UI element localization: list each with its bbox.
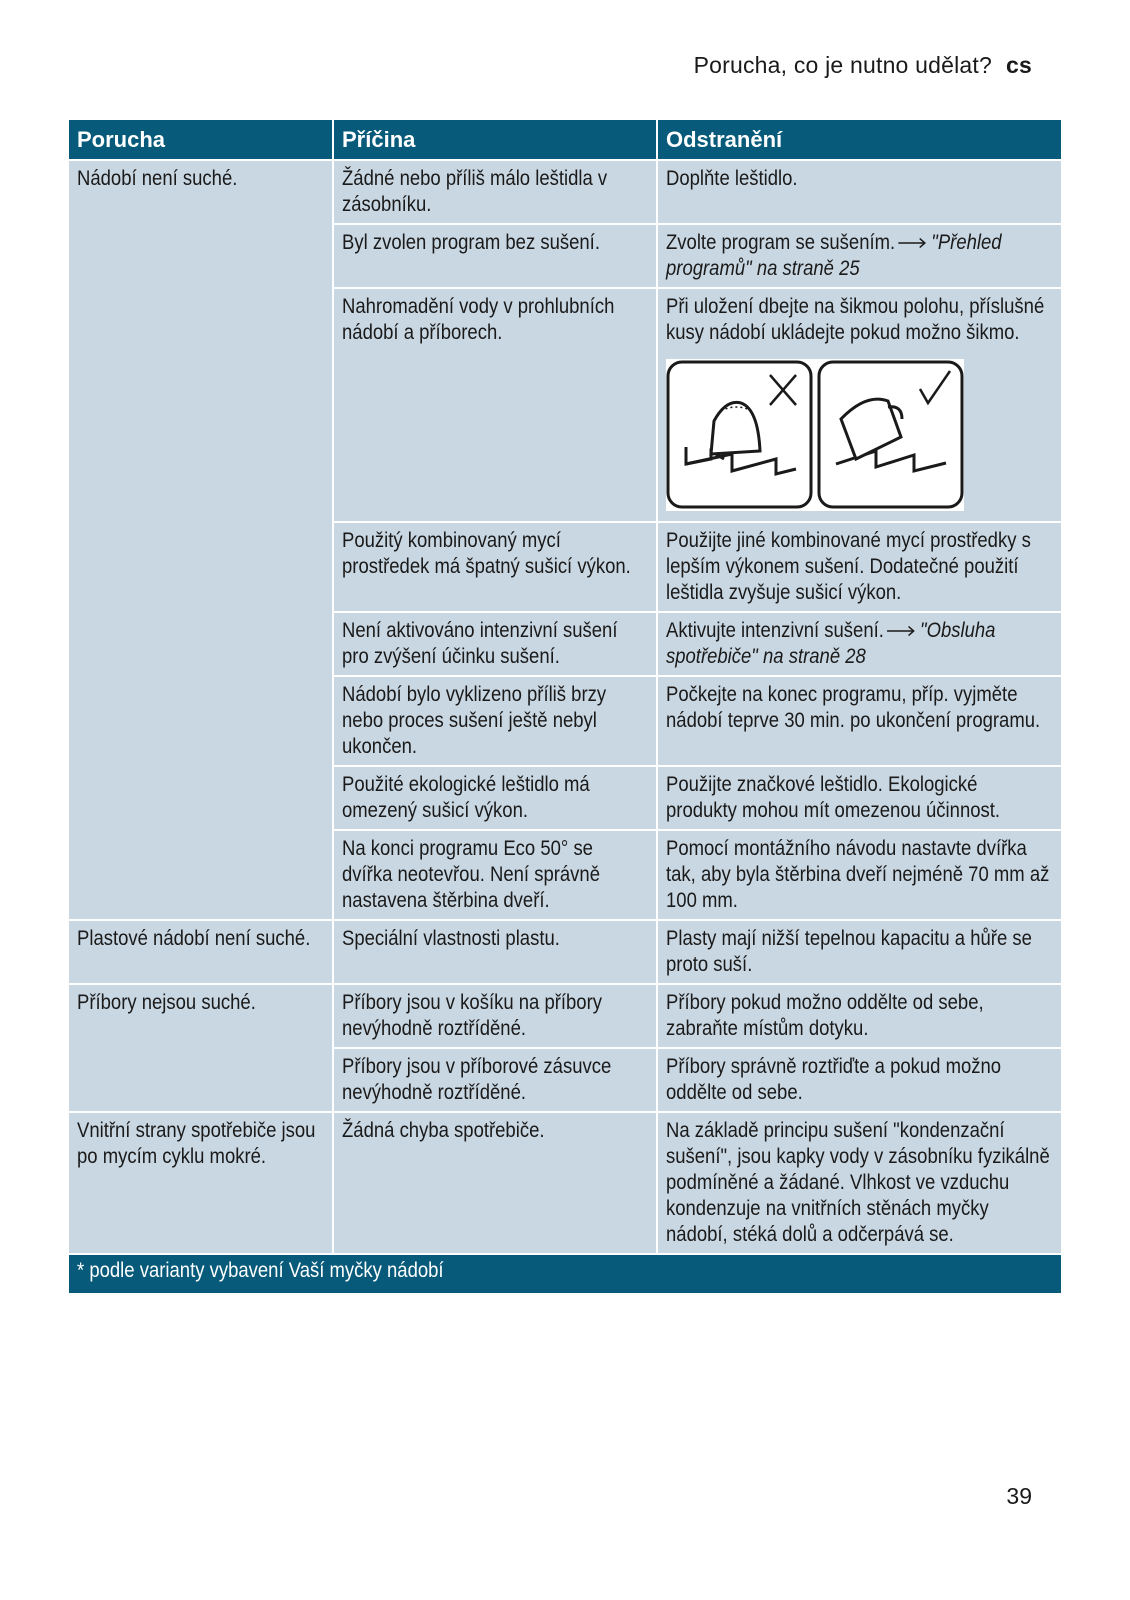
- language-code: cs: [1006, 52, 1032, 78]
- column-header-fault: Porucha: [69, 120, 333, 160]
- table-row: [69, 676, 1061, 766]
- fault-cell: [69, 1048, 333, 1112]
- page-reference-link[interactable]: "Obsluha spotřebiče" na straně 28: [666, 618, 996, 668]
- table-row: [69, 766, 1061, 830]
- table-row: [69, 288, 1061, 522]
- fault-cell: Plastové nádobí není suché.: [69, 920, 333, 984]
- cause-cell: Nahromadění vody v prohlubních nádobí a příborech.: [333, 288, 657, 522]
- cause-cell: Žádné nebo příliš málo leštidla v zásobníku.: [333, 160, 657, 224]
- table-row: [69, 160, 1061, 224]
- fix-text: Zvolte program se sušením.: [666, 230, 896, 254]
- correct-placement-panel: [819, 362, 962, 507]
- table-row: [69, 920, 1061, 984]
- fix-cell: Použijte jiné kombinované mycí prostředky s lepším výkonem sušení. Dodatečné použití leštidla zvyšuje sušicí výkon.: [657, 522, 1061, 612]
- fault-cell: [69, 522, 333, 612]
- fault-cell: [69, 612, 333, 676]
- cause-cell: Použité ekologické leštidlo má omezený sušicí výkon.: [333, 766, 657, 830]
- footnote: * podle varianty vybavení Vaší myčky nádobí: [69, 1254, 1061, 1293]
- fix-cell: Na základě principu sušení "kondenzační sušení", jsou kapky vody v zásobníku fyzikálně podmíněné a žádané. Vlhkost ve vzduchu kondenzuje na vnitřních stěnách myčky nádobí, stéká dolů a odčerpává se.: [657, 1112, 1061, 1254]
- page-reference-link[interactable]: "Přehled programů" na straně 25: [666, 230, 1002, 280]
- fix-cell: [657, 224, 1061, 288]
- table-row: [69, 224, 1061, 288]
- page-number: 39: [1006, 1483, 1032, 1509]
- fix-cell: Počkejte na konec programu, příp. vyjměte nádobí teprve 30 min. po ukončení programu.: [657, 676, 1061, 766]
- arrow-right-icon: [899, 237, 928, 249]
- wrong-placement-panel: [668, 362, 811, 507]
- fix-cell: [657, 612, 1061, 676]
- cause-cell: Žádná chyba spotřebiče.: [333, 1112, 657, 1254]
- fix-cell: Doplňte leštidlo.: [657, 160, 1061, 224]
- table-row: [69, 984, 1061, 1048]
- fix-cell: Příbory správně roztřiďte a pokud možno oddělte od sebe.: [657, 1048, 1061, 1112]
- table-row: [69, 612, 1061, 676]
- cause-cell: Nádobí bylo vyklizeno příliš brzy nebo proces sušení ještě nebyl ukončen.: [333, 676, 657, 766]
- fix-cell: Plasty mají nižší tepelnou kapacitu a hůře se proto suší.: [657, 920, 1061, 984]
- table-row: [69, 1048, 1061, 1112]
- header-title: Porucha, co je nutno udělat?: [693, 52, 993, 78]
- column-header-cause: Příčina: [333, 120, 657, 160]
- fault-cell: [69, 288, 333, 522]
- fault-cell: [69, 224, 333, 288]
- arrow-right-icon: [887, 625, 916, 637]
- cause-cell: Na konci programu Eco 50° se dvířka neotevřou. Není správně nastavena štěrbina dveří.: [333, 830, 657, 920]
- column-header-fix: Odstranění: [657, 120, 1061, 160]
- page-header: [694, 52, 1032, 79]
- fault-cell: [69, 830, 333, 920]
- table-row: [69, 830, 1061, 920]
- fault-cell: Vnitřní strany spotřebiče jsou po mycím cyklu mokré.: [69, 1112, 333, 1254]
- fault-cell: Nádobí není suché.: [69, 160, 333, 224]
- fault-cell: Příbory nejsou suché.: [69, 984, 333, 1048]
- cause-cell: Použitý kombinovaný mycí prostředek má špatný sušicí výkon.: [333, 522, 657, 612]
- fix-text: Aktivujte intenzivní sušení.: [666, 618, 884, 642]
- fault-cell: [69, 676, 333, 766]
- table-footnote-row: [69, 1254, 1061, 1293]
- table-row: [69, 1112, 1061, 1254]
- troubleshooting-table: [69, 120, 1061, 1293]
- cause-cell: Speciální vlastnosti plastu.: [333, 920, 657, 984]
- cause-cell: Příbory jsou v košíku na příbory nevýhodně roztříděné.: [333, 984, 657, 1048]
- fix-cell: Pomocí montážního návodu nastavte dvířka tak, aby byla štěrbina dveří nejméně 70 mm až 100 mm.: [657, 830, 1061, 920]
- fix-cell: Při uložení dbejte na šikmou polohu, příslušné kusy nádobí ukládejte pokud možno šikmo.: [657, 288, 1061, 522]
- dish-placement-illustration: [666, 359, 964, 511]
- fix-cell: Použijte značkové leštidlo. Ekologické produkty mohou mít omezenou účinnost.: [657, 766, 1061, 830]
- cause-cell: Příbory jsou v příborové zásuvce nevýhodně roztříděné.: [333, 1048, 657, 1112]
- cause-cell: Byl zvolen program bez sušení.: [333, 224, 657, 288]
- fault-cell: [69, 766, 333, 830]
- fix-cell: Příbory pokud možno oddělte od sebe, zabraňte místům dotyku.: [657, 984, 1061, 1048]
- cause-cell: Není aktivováno intenzivní sušení pro zvýšení účinku sušení.: [333, 612, 657, 676]
- table-header-row: [69, 120, 1061, 160]
- table-row: [69, 522, 1061, 612]
